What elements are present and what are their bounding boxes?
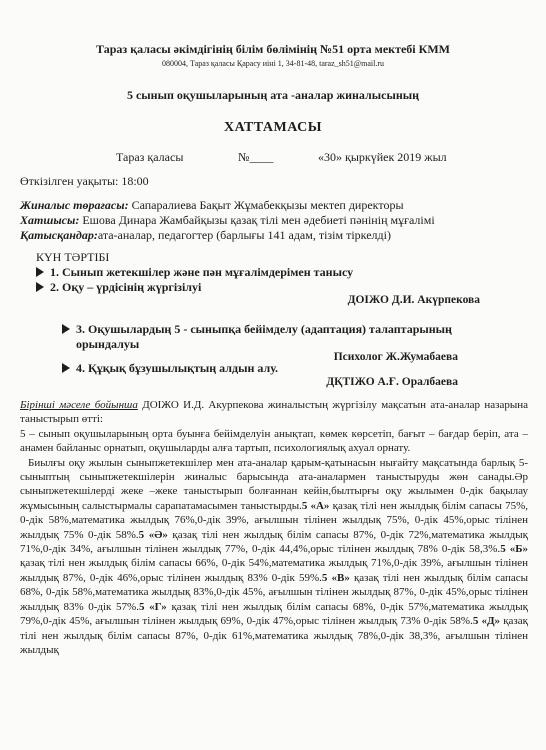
paragraph-2: 5 – сынып оқушыларының орта буынға бейімделуін анықтап, көмек көрсетіп, бағыт – бағдар беріп, ата – анамен байланыс орнатып, оқушыларды алға тартып, психологиялық ахуал орнату. — [20, 427, 528, 455]
arrow-icon — [62, 324, 70, 334]
city: Тараз қаласы — [116, 150, 184, 164]
class-label: 5 «Д» — [472, 615, 501, 628]
school-name: Тараз қаласы әкімдігінің білім бөлімінің №51 орта мектебі КММ — [96, 42, 450, 56]
class-label: 5 «В» — [321, 571, 350, 584]
class-label: 5 «Ә» — [138, 528, 168, 541]
agenda-speaker-3: Психолог Ж.Жумабаева — [333, 351, 458, 363]
title-line-2: ХАТТАМАСЫ — [223, 120, 323, 135]
agenda-title: КҮН ТӘРТІБІ — [36, 250, 110, 264]
agenda-speaker-4: ДҚТІЖО А.Ғ. Оралбаева — [326, 376, 458, 388]
title-line-1: 5 сынып оқушыларының ата -аналар жиналысының — [126, 88, 420, 102]
secretary-value: Ешова Динара Жамбайқызы қазақ тілі мен әдебиеті пәнінің мұғалімі — [82, 213, 435, 227]
protocol-number: №____ — [238, 150, 274, 164]
agenda-item-4: 4. Құқық бұзушылықтың алдын алу. — [62, 361, 278, 376]
class-label: 5 «Г» — [138, 600, 167, 613]
arrow-icon — [62, 363, 70, 373]
arrow-icon — [36, 267, 44, 277]
secretary-label: Хатшысы: — [20, 213, 80, 227]
agenda-item-3-cont: орындалуы — [76, 337, 140, 351]
class-label: 5 «А» — [301, 499, 330, 512]
issue-label: Бірінші мәселе бойынша — [20, 399, 138, 411]
meeting-time: Өткізілген уақыты: 18:00 — [20, 174, 149, 188]
chair-line — [20, 198, 404, 213]
paragraph-1: Бірінші мәселе бойынша ДОІЖО И.Д. Акурпекова жиналыстың жүргізілу мақсатын ата-аналар назарына таныстырып өтті: — [20, 399, 529, 426]
meeting-date: «30» қыркүйек 2019 жыл — [318, 150, 447, 164]
paragraph-3: Биылғы оқу жылын сыныпжетекшілер мен ата-аналар қарым-қатынасын нығайту мақсатында барлық 5-сыныптың сыныпжетекшілерін жиналыс барысында ата-аналармен таныстыруды жөн санады.Әр сыныпжетекшілерді жеке –жеке таныстырып болғаннан кейін,былтырғы оқу жылымен 0-дік бақылау жұмысының салыстырмалы сарапатамасымен таныстырды.5 «А» қазақ тілі нен жылдық білім сапасы 75%, 0-дік 58%,математика жылдық 76%,0-дік 39%, ағылшын тілінен жылдық 75%, 0-дік 45%,орыс тілінен жылдық 75% 0-дік 58%.5 «Ә» қазақ тілі нен жылдық білім сапасы 87%, 0-дік 72%,математика жылдық 71%,0-дік 34%, ағылшын тілінен жылдық 77%, 0-дік 44,4%,орыс тілінен жылдық 78% 0-дік 58,3%.5 «Б» қазақ тілі нен жылдық білім сапасы 66%, 0-дік 54%,математика жылдық 71%,0-дік 39%, ағылшын тілінен жылдық 87%, 0-дік 46%,орыс тілінен жылдық 83% 0-дік 59%.5 «В» қазақ тілі нен жылдық білім сапасы 68%, 0-дік 58%,математика жылдық 83%,0-дік 45%, ағылшын тілінен жылдық 87%, 0-дік 45%,орыс тілінен жылдық 83% 0-дік 57%.5 «Г» қазақ тілі нен жылдық білім сапасы 68%, 0-дік 57%,математика жылдық 79%,0-дік 45%, ағылшын тілінен жылдық 69%, 0-дік 47%,орыс тілінен жылдық 73% 0-дік 58%.5 «Д» қазақ тілі нен жылдық білім сапасы 87%, 0-дік 61%,математика жылдық 78%,0-дік 38,3%, ағылшын тілінен жылдық — [20, 456, 529, 656]
school-address: 080004, Тараз қаласы Қарасу иіні 1, 34-81-48, taraz_sh51@mail.ru — [161, 59, 385, 68]
attendees-value: ата-аналар, педагогтер (барлығы 141 адам, тізім тіркелді) — [97, 228, 391, 242]
attendees-line — [20, 228, 391, 243]
agenda-speaker-2: ДОІЖО Д.И. Акүрпекова — [347, 294, 480, 306]
chair-value: Сапаралиева Бақыт Жұмабекқызы мектеп директоры — [131, 198, 404, 212]
agenda-item-2: 2. Оқу – үрдісінің жүргізілуі — [36, 280, 201, 295]
chair-label: Жиналыс төрағасы: — [20, 198, 129, 212]
agenda-item-1: 1. Сынып жетекшілер және пән мұғалімдерімен танысу — [36, 265, 353, 280]
arrow-icon — [36, 282, 44, 292]
body-text — [20, 398, 528, 657]
class-label: 5 «Б» — [500, 543, 528, 556]
secretary-line — [20, 213, 435, 228]
agenda-item-3: 3. Оқушылардың 5 - сыныпқа бейімделу (адаптация) талаптарының — [62, 322, 452, 337]
attendees-label: Қатысқандар: — [20, 228, 98, 242]
